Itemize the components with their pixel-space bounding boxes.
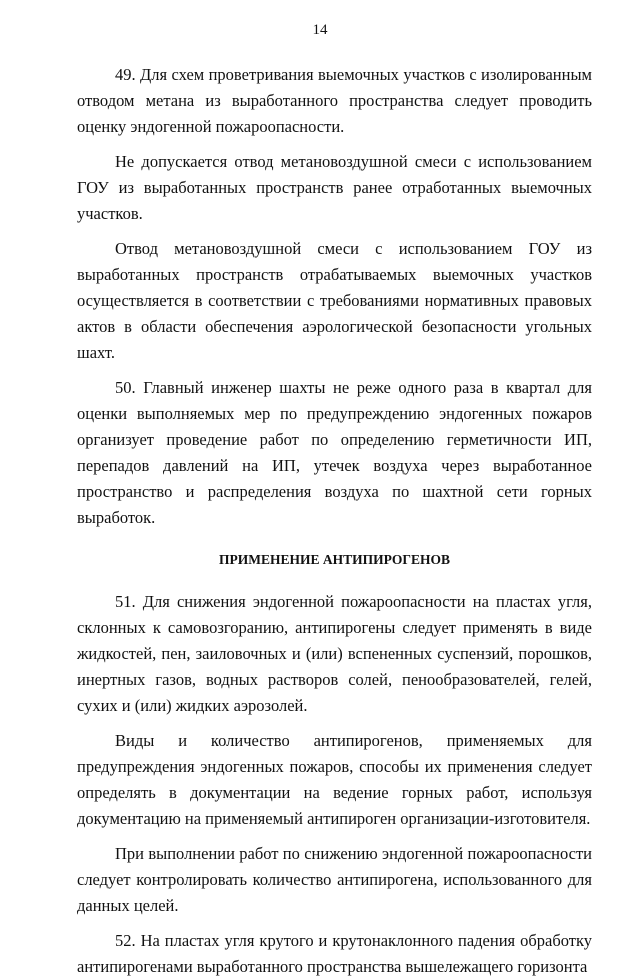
paragraph-51: 51. Для снижения эндогенной пожароопасности на пластах угля, склонных к самовозгоранию, антипирогены следует применять в виде жидкостей, пен, заиловочных и (или) вспененных суспензий, порошков, инертных газов, водных растворов солей, пенообразователей, гелей, сухих и (или) жидких аэрозолей. xyxy=(77,592,592,715)
paragraph-goy-requirements: Отвод метановоздушной смеси с использованием ГОУ из выработанных пространств отрабатываемых выемочных участков осуществляется в соответствии с требованиями нормативных правовых актов в области обеспечения аэрологической безопасности угольных шахт. xyxy=(77,239,592,362)
paragraph-goy-prohibition: Не допускается отвод метановоздушной смеси с использованием ГОУ из выработанных пространств ранее отработанных выемочных участков. xyxy=(77,152,592,223)
paragraph-antipyrogen-control: При выполнении работ по снижению эндогенной пожароопасности следует контролировать количество антипирогена, использованного для данных целей. xyxy=(77,844,592,915)
page-number: 14 xyxy=(312,22,328,38)
document-body xyxy=(77,62,592,980)
paragraph-49: 49. Для схем проветривания выемочных участков с изолированным отводом метана из выработанного пространства следует проводить оценку эндогенной пожароопасности. xyxy=(77,65,592,136)
paragraph-antipyrogen-types: Виды и количество антипирогенов, применяемых для предупреждения эндогенных пожаров, способы их применения следует определять в документации на ведение горных работ, используя документацию на применяемый антипироген организации-изготовителя. xyxy=(77,731,592,828)
paragraph-52: 52. На пластах угля крутого и крутонаклонного падения обработку антипирогенами выработанного пространства вышележащего горизонта xyxy=(77,931,592,976)
paragraph-50: 50. Главный инженер шахты не реже одного раза в квартал для оценки выполняемых мер по предупреждению эндогенных пожаров организует проведение работ по определению герметичности ИП, перепадов давлений на ИП, утечек воздуха через выработанное пространство и распределения воздуха по шахтной сети горных выработок. xyxy=(77,378,592,527)
section-heading: ПРИМЕНЕНИЕ АНТИПИРОГЕНОВ xyxy=(219,552,450,567)
